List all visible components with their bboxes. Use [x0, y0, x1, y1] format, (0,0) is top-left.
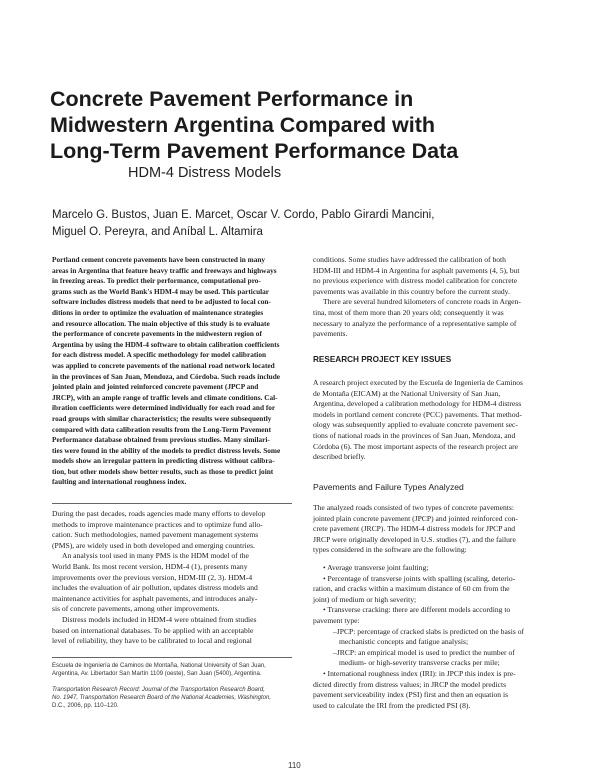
abstract-line: road groups with similar characteristics; the results were subsequently: [52, 413, 272, 423]
list-item: used to calculate the IRI from the predicted PSI (8).: [313, 700, 471, 710]
body-line: HDM-III and HDM-4 in Argentina for asphalt pavements (4, 5), but: [313, 265, 520, 275]
abstract-line: compared with data calibration results from the Long-Term Pavement: [52, 424, 272, 434]
abstract-line: faulting and international roughness index.: [52, 477, 187, 487]
list-item: –JRCP: an empirical model is used to predict the number of: [333, 647, 515, 657]
title-line: Concrete Pavement Performance in: [50, 87, 414, 111]
body-line: models in portland cement concrete (PCC) pavements. That method-: [313, 409, 522, 419]
body-line: pavements.: [313, 329, 348, 339]
body-line: no previous experience with distress model calibration for concrete: [313, 276, 518, 286]
list-item: • Average transverse joint faulting;: [323, 563, 429, 572]
author-list: [52, 207, 434, 241]
abstract-line: models show an irregular pattern in predicting distress without calibra-: [52, 456, 275, 466]
list-item: pavement serviceability index (PSI) first and then an equation is: [313, 690, 509, 700]
body-line: crete pavement (JRCP). The HDM-4 distress models for JPCP and: [313, 524, 516, 534]
footnote-line: Argentina, Av. Libertador San Martín 1109 (oeste), San Juan (5400), Argentina.: [52, 671, 262, 677]
list-item: joint) of medium or high severity;: [313, 594, 417, 604]
body-line: World Bank. Its most recent version, HDM-4 (1), presents many: [52, 561, 248, 571]
abstract-line: in the provinces of San Juan, Mendoza, and Córdoba. Such roads include: [52, 371, 281, 381]
footnote-line: No. 1947, Transportation Research Board of the National Academies, Washington,: [52, 695, 272, 701]
list-item: pavement type:: [313, 615, 360, 625]
abstract-line: Argentina by using the HDM-4 software to obtain calibration coefficients: [52, 339, 280, 349]
body-line: ology was subsequently applied to evaluate concrete pavement sec-: [313, 420, 518, 430]
title-line: Long-Term Pavement Performance Data: [50, 139, 459, 163]
abstract-line: ditions in order to optimize the evaluation of maintenance strategies: [52, 307, 264, 317]
body-line: types considered in the software are the following:: [313, 545, 467, 555]
failure-types-body: [313, 503, 553, 556]
abstract-line: jointed plain and jointed reinforced concrete pavement (JPCP and: [52, 382, 259, 392]
body-line: The analyzed roads consisted of two types of concrete pavements:: [313, 503, 514, 512]
list-item: • Transverse cracking: there are different models according to: [323, 605, 511, 615]
right-body-intro: [313, 255, 553, 340]
body-line: Distress models included in HDM-4 were obtained from studies: [62, 614, 257, 624]
body-line: includes the evaluation of air pollution, updates distress models and: [52, 583, 258, 593]
body-line: de Montaña (EICAM) at the National University of San Juan,: [313, 388, 501, 398]
body-line: sis of concrete pavements, among other improvements.: [52, 604, 220, 614]
article-subtitle: HDM-4 Distress Models: [128, 165, 282, 181]
body-line: improvements over the previous version, HDM-III (2, 3). HDM-4: [52, 572, 253, 582]
abstract-line: ibration coefficients were determined individually for each road and for: [52, 403, 276, 413]
list-item: medium- or high-severity transverse cracks per mile;: [339, 658, 500, 668]
footnote-divider: [52, 657, 292, 658]
page-number: 110: [288, 761, 301, 770]
abstract-line: software includes distress models that need to be adjusted to local con-: [52, 297, 271, 307]
list-item: mechanistic concepts and fatigue analysis;: [339, 637, 469, 647]
body-line: tina, most of them more than 20 years old; consequently it was: [313, 307, 504, 317]
body-line: described briefly.: [313, 452, 366, 462]
list-item: dicted directly from distress values; in JRCP the model predicts: [313, 679, 507, 689]
body-line: based on international databases. To be applied with an acceptable: [52, 625, 254, 635]
citation-footnote: [52, 686, 302, 710]
affiliation-footnote: [52, 662, 302, 678]
body-line: tions of national roads in the provinces of San Juan, Mendoza, and: [313, 430, 516, 440]
list-item: –JPCP: percentage of cracked slabs is predicted on the basis of: [333, 626, 525, 636]
abstract-line: was applied to concrete pavements of the national road network located: [52, 360, 275, 370]
body-line: Córdoba (6). The most important aspects of the research project are: [313, 441, 519, 451]
abstract-divider: [52, 503, 292, 504]
body-line: maintenance activities for asphalt pavements, and introduces analy-: [52, 593, 258, 603]
abstract-line: grams such as the World Bank's HDM-4 may be used. This particular: [52, 286, 270, 296]
footnote-line: D.C., 2006, pp. 110–120.: [52, 703, 119, 709]
body-line: There are several hundred kilometers of concrete roads in Argen-: [323, 297, 521, 307]
abstract-line: and resource allocation. The main objective of this study is to evaluate: [52, 318, 270, 328]
subsection-heading: Pavements and Failure Types Analyzed: [313, 482, 464, 492]
footnote-line: Escuela de Ingeniería de Caminos de Montaña, National University of San Juan,: [52, 663, 266, 669]
abstract-line: in freezing areas. To predict their performance, computational pro-: [52, 276, 261, 286]
abstract-line: tion, but other models show better results, such as those to predict joint: [52, 466, 274, 476]
abstract-line: JRCP), with an ample range of traffic levels and climate conditions. Cal-: [52, 392, 278, 402]
author-line: Miguel O. Pereyra, and Aníbal L. Altamira: [52, 226, 263, 238]
list-item: • Percentage of transverse joints with spalling (scaling, deterio-: [323, 573, 516, 583]
abstract-line: the performance of concrete pavements in the midwestern region of: [52, 329, 262, 339]
list-item: • International roughness index (IRI): in JPCP this index is pre-: [323, 668, 516, 678]
footnote-line: Transportation Research Record: Journal of the Transportation Research Board,: [52, 687, 265, 693]
intro-body: [52, 509, 292, 647]
abstract-line: Portland cement concrete pavements have been constructed in many: [52, 255, 266, 264]
research-body: [313, 378, 553, 463]
body-line: An analysis tool used in many PMS is the HDM model of the: [62, 551, 249, 561]
abstract-line: Performance database obtained from previous studies. Many similari-: [52, 435, 270, 445]
abstract-line: for each distress model. A specific methodology for model calibration: [52, 350, 267, 360]
body-line: jointed plain concrete pavement (JPCP) and jointed reinforced con-: [313, 513, 518, 523]
body-line: conditions. Some studies have addressed the calibration of both: [313, 255, 506, 264]
body-line: A research project executed by the Escuela de Ingeniería de Caminos: [313, 378, 524, 387]
section-heading: RESEARCH PROJECT KEY ISSUES: [313, 355, 452, 364]
body-line: Argentina, developed a calibration methodology for HDM-4 distress: [313, 399, 522, 409]
article-title: [50, 86, 570, 164]
body-line: pavements was available in this country before the current study.: [313, 286, 510, 296]
body-line: cation. Such methodologies, named pavement management systems: [52, 530, 259, 540]
abstract: [52, 255, 292, 488]
body-line: (PMS), are widely used in both developed and emerging countries.: [52, 540, 255, 550]
abstract-line: ties were found in the ability of the models to predict distress levels. Some: [52, 445, 281, 455]
body-line: level of reliability, they have to be calibrated to local and regional: [52, 636, 252, 646]
failure-types-list: [313, 563, 553, 711]
body-line: During the past decades, roads agencies made many efforts to develop: [52, 509, 266, 518]
body-line: JRCP were originally developed in U.S. studies (7), and the failure: [313, 534, 516, 544]
list-item: ration, and cracks within a maximum distance of 60 cm from the: [313, 584, 510, 594]
body-line: methods to improve maintenance practices and to optimize fund allo-: [52, 519, 263, 529]
body-line: necessary to analyze the performance of a representative sample of: [313, 318, 517, 328]
abstract-line: areas in Argentina that feature heavy traffic and freeways and highways: [52, 265, 277, 275]
author-line: Marcelo G. Bustos, Juan E. Marcet, Oscar V. Cordo, Pablo Girardi Mancini,: [52, 209, 435, 221]
title-line: Midwestern Argentina Compared with: [50, 113, 436, 137]
